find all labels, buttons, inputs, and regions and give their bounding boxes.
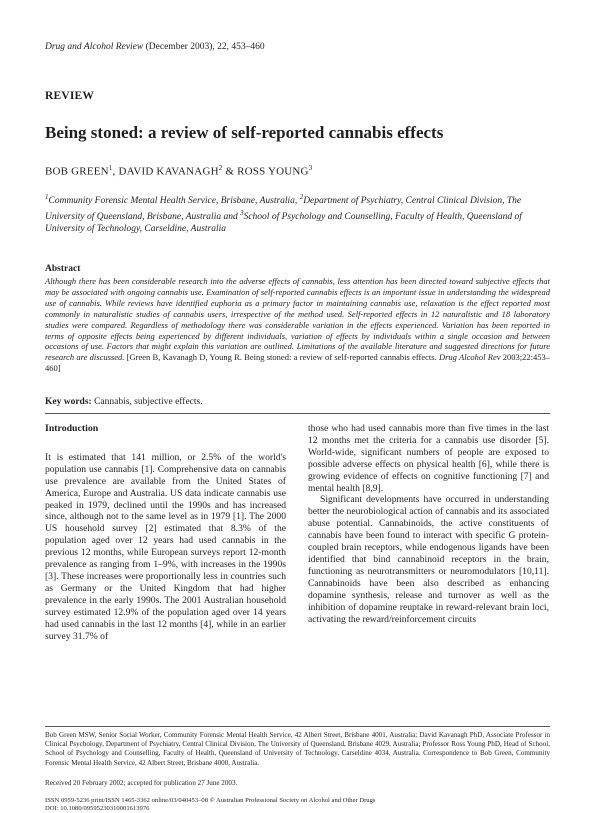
section-label: REVIEW (45, 90, 95, 102)
affiliations (45, 191, 550, 235)
abstract-citation: [Green B, Kavanagh D, Young R. Being stoned: a review of self-reported cannabis effects. (124, 352, 439, 363)
abstract-heading: Abstract (45, 264, 81, 274)
abstract-body (45, 276, 550, 374)
journal-header (45, 42, 265, 52)
abstract-citation-journal: Drug Alcohol Rev (438, 352, 501, 363)
author-footnote: Bob Green MSW, Senior Social Worker, Community Forensic Mental Health Service, 42 Albert Street, Brisbane 4001, Australia; David Kavanagh PhD, Associate Professor in Clinical Psychology, Department of Psychiatry, Central Clinical Division, The University of Queensland, Brisbane 4029, Australia; Professor Ross Young PhD, Head of School, School of Psychology and Counselling, Faculty of Health, Queensland of University of Technology, Carseldine 4034, Australia. Correspondence to Bob Green, Community Forensic Mental Health Service, 42 Albert Street, Brisbane 4000, Australia. (45, 731, 550, 767)
author-name: DAVID KAVANAGH (118, 165, 219, 178)
keywords-text: Cannabis, subjective effects. (91, 397, 203, 407)
intro-paragraph-1: It is estimated that 141 million, or 2.5% of the world's population use cannabis [1]. Comprehensive data on cannabis use prevalence are available from the United States of America, Europe and Australia. US data indicate cannabis use peaked in 1979, declined until the 1990s and has increased since, although not to the same level as in 1979 [1]. The 2000 US household survey [2] estimated that 8.3% of the population aged over 12 years had used cannabis in the previous 12 months, while European surveys report 12-month prevalence as ranging from 1–9%, with increases in the 1990s [3]. These increases were proportionally less in countries such as Germany or the United Kingdom that had higher prevalence in the early 1990s. The 2001 Australian household survey estimated 12.9% of the population aged over 14 years had used cannabis in the last 12 months [4], while in an earlier survey 31.7% of (45, 451, 286, 642)
author-sup: 3 (308, 164, 313, 172)
author-name: ROSS YOUNG (237, 165, 309, 178)
journal-name: Drug and Alcohol Review (45, 42, 144, 52)
intro-paragraph-2: Significant developments have occurred in understanding better the neurobiological action of cannabis and its associated abuse potential. Cannabinoids, the active constituents of cannabis have been found to interact with specific G protein-coupled brain receptors, while endogenous ligands have been identified that bind cannabinoid receptors in the brain, functioning as neurotransmitters or neuromodulators [10,11]. Cannabinoids have been also described as enhancing dopamine synthesis, release and turnover as well as the inhibition of dopamine reuptake in reward-relevant brain loci, activating the reward/reinforcement circuits (308, 494, 549, 625)
divider-footnote (45, 726, 550, 727)
abstract-citation-end: 2003;22:453–460] (45, 352, 550, 374)
doi-line: DOI: 10.1080/09595230310001613976 (45, 805, 150, 813)
author-name: BOB GREEN (45, 165, 109, 178)
affil-1: Community Forensic Mental Health Service, Brisbane, Australia, (48, 196, 300, 207)
intro-heading: Introduction (45, 423, 99, 434)
journal-issue: (December 2003), 22, 453–460 (145, 42, 265, 52)
abstract-text: Although there has been considerable research into the adverse effects of cannabis, less attention has been directed toward subjective effects that may be associated with ongoing cannabis use. Examination of self-reported cannabis effects is an important issue in understanding the widespread use of cannabis. While reviews have identified euphoria as a primary factor in maintaining cannabis use, relaxation is the effect reported most commonly in naturalistic studies of cannabis users, irrespective of the method used. Self-reported effects in 12 naturalistic and 18 laboratory studies were compared. Regardless of methodology there was considerable variation in the effects experienced. Variation has been reported in terms of opposite effects being experienced by different individuals, variation of effects by individuals within a single occasion and between occasions of use. Factors that might explain this variation are outlined. Limitations of the available literature and suggested directions for future research are discussed. (45, 276, 550, 363)
article-title: Being stoned: a review of self-reported cannabis effects (45, 123, 444, 142)
column-right (308, 423, 549, 625)
author-list (45, 164, 312, 178)
affil-sup: 2 (299, 193, 304, 201)
received-dates: Received 20 February 2002; accepted for publication 27 June 2003. (45, 779, 238, 787)
affil-2: Department of Psychiatry, Central Clinical Division, The University of Queensland, Brisbane, Australia and (45, 196, 522, 223)
intro-paragraph-1-continued: those who had used cannabis more than five times in the last 12 months met the criteria for a cannabis use disorder [5]. World-wide, significant numbers of people are exposed to possible adverse effects on physical health [6], while there is growing evidence of effects on cognitive functioning [7] and mental health [8,9]. (308, 423, 549, 494)
divider-top (45, 413, 550, 414)
affil-sup: 3 (240, 209, 244, 218)
affil-3: School of Psychology and Counselling, Faculty of Health, Queensland of University of Technology, Carseldine, Australia (45, 212, 522, 235)
author-sup: 2 (218, 164, 223, 172)
affil-sup: 1 (45, 193, 49, 201)
issn-line: ISSN 0959-5236 print/ISSN 1465-3362 online/03/040453–08 © Australian Professional Society on Alcohol and Other Drugs (45, 797, 376, 804)
column-left (45, 423, 286, 642)
keywords-label: Key words: (45, 397, 92, 407)
keywords (45, 397, 203, 407)
author-separator: & (222, 165, 238, 178)
author-separator: , (112, 165, 119, 178)
author-sup: 1 (108, 164, 113, 172)
issn-block (45, 797, 375, 813)
